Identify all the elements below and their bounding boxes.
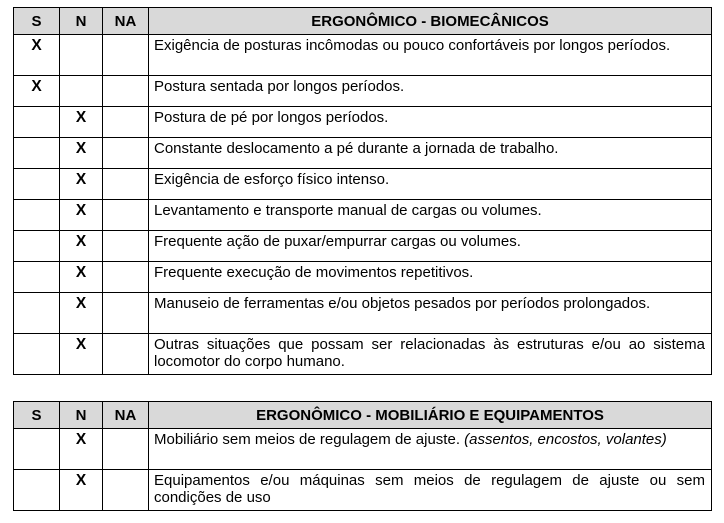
cell-s[interactable] xyxy=(14,138,60,169)
table-header-row xyxy=(14,8,712,35)
cell-s[interactable] xyxy=(14,262,60,293)
cell-n[interactable] xyxy=(60,35,103,76)
table-header-row xyxy=(14,402,712,429)
table-row xyxy=(14,76,712,107)
cell-s[interactable] xyxy=(14,231,60,262)
cell-s[interactable] xyxy=(14,429,60,470)
cell-n[interactable]: X xyxy=(60,200,103,231)
cell-na[interactable] xyxy=(103,169,149,200)
cell-na[interactable] xyxy=(103,76,149,107)
cell-na[interactable] xyxy=(103,231,149,262)
row-description: Frequente execução de movimentos repetitivos. xyxy=(149,262,712,293)
cell-n[interactable]: X xyxy=(60,231,103,262)
row-description: Frequente ação de puxar/empurrar cargas ou volumes. xyxy=(149,231,712,262)
cell-s[interactable] xyxy=(14,107,60,138)
column-header-s: S xyxy=(14,402,60,429)
row-description: Constante deslocamento a pé durante a jornada de trabalho. xyxy=(149,138,712,169)
row-description: Equipamentos e/ou máquinas sem meios de regulagem de ajuste ou sem condições de uso xyxy=(149,470,712,511)
table-title: ERGONÔMICO - MOBILIÁRIO E EQUIPAMENTOS xyxy=(149,402,712,429)
table-row xyxy=(14,200,712,231)
cell-s[interactable] xyxy=(14,169,60,200)
cell-na[interactable] xyxy=(103,107,149,138)
table-title: ERGONÔMICO - BIOMECÂNICOS xyxy=(149,8,712,35)
cell-na[interactable] xyxy=(103,138,149,169)
row-description: Exigência de esforço físico intenso. xyxy=(149,169,712,200)
table-row xyxy=(14,107,712,138)
cell-n[interactable]: X xyxy=(60,429,103,470)
cell-na[interactable] xyxy=(103,35,149,76)
table-row xyxy=(14,429,712,470)
furniture-equipment-risk-table xyxy=(13,401,712,511)
row-text: Mobiliário sem meios de regulagem de ajuste. xyxy=(154,431,460,448)
cell-n[interactable]: X xyxy=(60,334,103,375)
row-description: Levantamento e transporte manual de cargas ou volumes. xyxy=(149,200,712,231)
cell-n[interactable]: X xyxy=(60,138,103,169)
cell-s[interactable]: X xyxy=(14,35,60,76)
table-row xyxy=(14,35,712,76)
column-header-n: N xyxy=(60,402,103,429)
row-description: Manuseio de ferramentas e/ou objetos pesados por períodos prolongados. xyxy=(149,293,712,334)
row-description: Outras situações que possam ser relacionadas às estruturas e/ou ao sistema locomotor do corpo humano. xyxy=(149,334,712,375)
cell-n[interactable]: X xyxy=(60,293,103,334)
row-description xyxy=(149,429,712,470)
cell-na[interactable] xyxy=(103,334,149,375)
column-header-na: NA xyxy=(103,402,149,429)
column-header-s: S xyxy=(14,8,60,35)
cell-s[interactable] xyxy=(14,293,60,334)
cell-na[interactable] xyxy=(103,262,149,293)
row-description: Exigência de posturas incômodas ou pouco confortáveis por longos períodos. xyxy=(149,35,712,76)
table-row xyxy=(14,293,712,334)
cell-s[interactable] xyxy=(14,200,60,231)
biomechanical-risk-table xyxy=(13,7,712,375)
cell-na[interactable] xyxy=(103,470,149,511)
table-row xyxy=(14,470,712,511)
column-header-n: N xyxy=(60,8,103,35)
cell-s[interactable] xyxy=(14,334,60,375)
table-row xyxy=(14,334,712,375)
column-header-na: NA xyxy=(103,8,149,35)
table-row xyxy=(14,231,712,262)
row-description: Postura de pé por longos períodos. xyxy=(149,107,712,138)
cell-na[interactable] xyxy=(103,429,149,470)
cell-n[interactable] xyxy=(60,76,103,107)
table-row xyxy=(14,262,712,293)
cell-n[interactable]: X xyxy=(60,262,103,293)
cell-s[interactable]: X xyxy=(14,76,60,107)
cell-n[interactable]: X xyxy=(60,169,103,200)
table-row xyxy=(14,138,712,169)
cell-n[interactable]: X xyxy=(60,470,103,511)
table-row xyxy=(14,169,712,200)
row-note: (assentos, encostos, volantes) xyxy=(464,431,667,448)
cell-na[interactable] xyxy=(103,293,149,334)
cell-na[interactable] xyxy=(103,200,149,231)
row-description: Postura sentada por longos períodos. xyxy=(149,76,712,107)
cell-s[interactable] xyxy=(14,470,60,511)
cell-n[interactable]: X xyxy=(60,107,103,138)
